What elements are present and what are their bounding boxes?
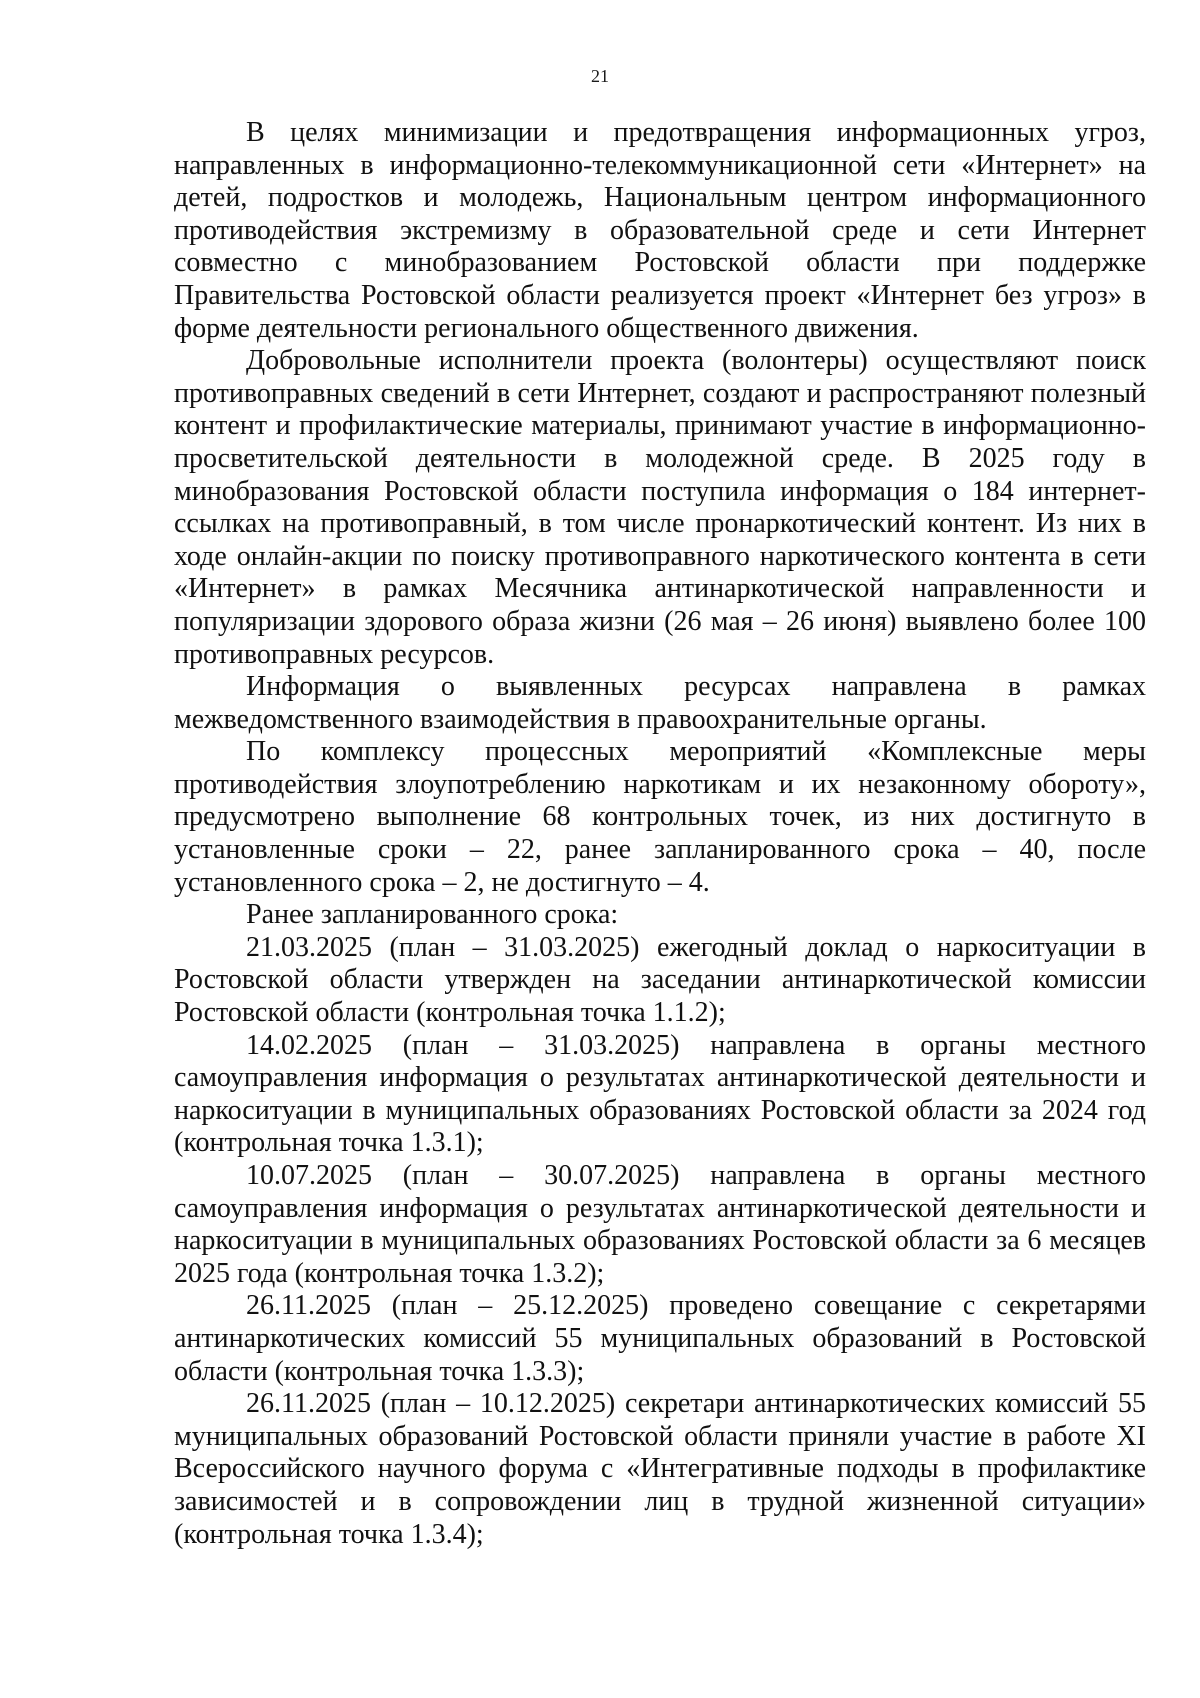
paragraph-control-point-1-3-3: 26.11.2025 (план – 25.12.2025) проведено совещание с секретарями антинаркотических комиссий 55 муниципальных образований в Ростовской области (контрольная точка 1.3.3); [174, 1290, 1146, 1387]
paragraph-control-point-1-1-2: 21.03.2025 (план – 31.03.2025) ежегодный доклад о наркоситуации в Ростовской области утвержден на заседании антинаркотической комиссии Ростовской области (контрольная точка 1.1.2); [174, 931, 1146, 1029]
paragraph-control-points: По комплексу процессных мероприятий «Комплексные меры противодействия злоупотреблению наркотикам и их незаконному обороту», предусмотрено выполнение 68 контрольных точек, из них достигнуто в установленные сроки – 22, ранее запланированного срока – 40, после установленного срока – 2, не достигнуто – 4. [174, 736, 1146, 898]
paragraph-internet-project: В целях минимизации и предотвращения информационных угроз, направленных в информационно-телекоммуникационной сети «Интернет» на детей, подростков и молодежь, Национальным центром информационного противодействия экстремизму в образовательной среде и сети Интернет совместно с минобразованием Ростовской области при поддержке Правительства Ростовской области реализуется проект «Интернет без угроз» в форме деятельности регионального общественного движения. [174, 117, 1146, 344]
paragraph-control-point-1-3-4: 26.11.2025 (план – 10.12.2025) секретари антинаркотических комиссий 55 муниципальных образований Ростовской области приняли участие в работе XI Всероссийского научного форума с «Интегративные подходы в профилактике зависимостей и в сопровождении лиц в трудной жизненной ситуации» (контрольная точка 1.3.4); [174, 1388, 1146, 1550]
page-number: 21 [591, 66, 609, 86]
paragraph-volunteers: Добровольные исполнители проекта (волонтеры) осуществляют поиск противоправных сведений в сети Интернет, создают и распространяют полезный контент и профилактические материалы, принимают участие в информационно-просветительской деятельности в молодежной среде. В 2025 году в минобразования Ростовской области поступила информация о 184 интернет-ссылках на противоправный, в том числе пронаркотический контент. Из них в ходе онлайн-акции по поиску противоправного наркотического контента в сети «Интернет» в рамках Месячника антинаркотической направленности и популяризации здорового образа жизни (26 мая – 26 июня) выявлено более 100 противоправных ресурсов. [174, 345, 1146, 670]
paragraph-control-point-1-3-1: 14.02.2025 (план – 31.03.2025) направлена в органы местного самоуправления информация о результатах антинаркотической деятельности и наркоситуации в муниципальных образованиях Ростовской области за 2024 год (контрольная точка 1.3.1); [174, 1029, 1146, 1159]
document-body [174, 117, 1146, 1551]
paragraph-ahead-of-schedule-heading: Ранее запланированного срока: [246, 899, 619, 931]
paragraph-control-point-1-3-2: 10.07.2025 (план – 30.07.2025) направлена в органы местного самоуправления информация о результатах антинаркотической деятельности и наркоситуации в муниципальных образованиях Ростовской области за 6 месяцев 2025 года (контрольная точка 1.3.2); [174, 1160, 1146, 1289]
paragraph-information-sent: Информация о выявленных ресурсах направлена в рамках межведомственного взаимодействия в правоохранительные органы. [174, 671, 1146, 735]
